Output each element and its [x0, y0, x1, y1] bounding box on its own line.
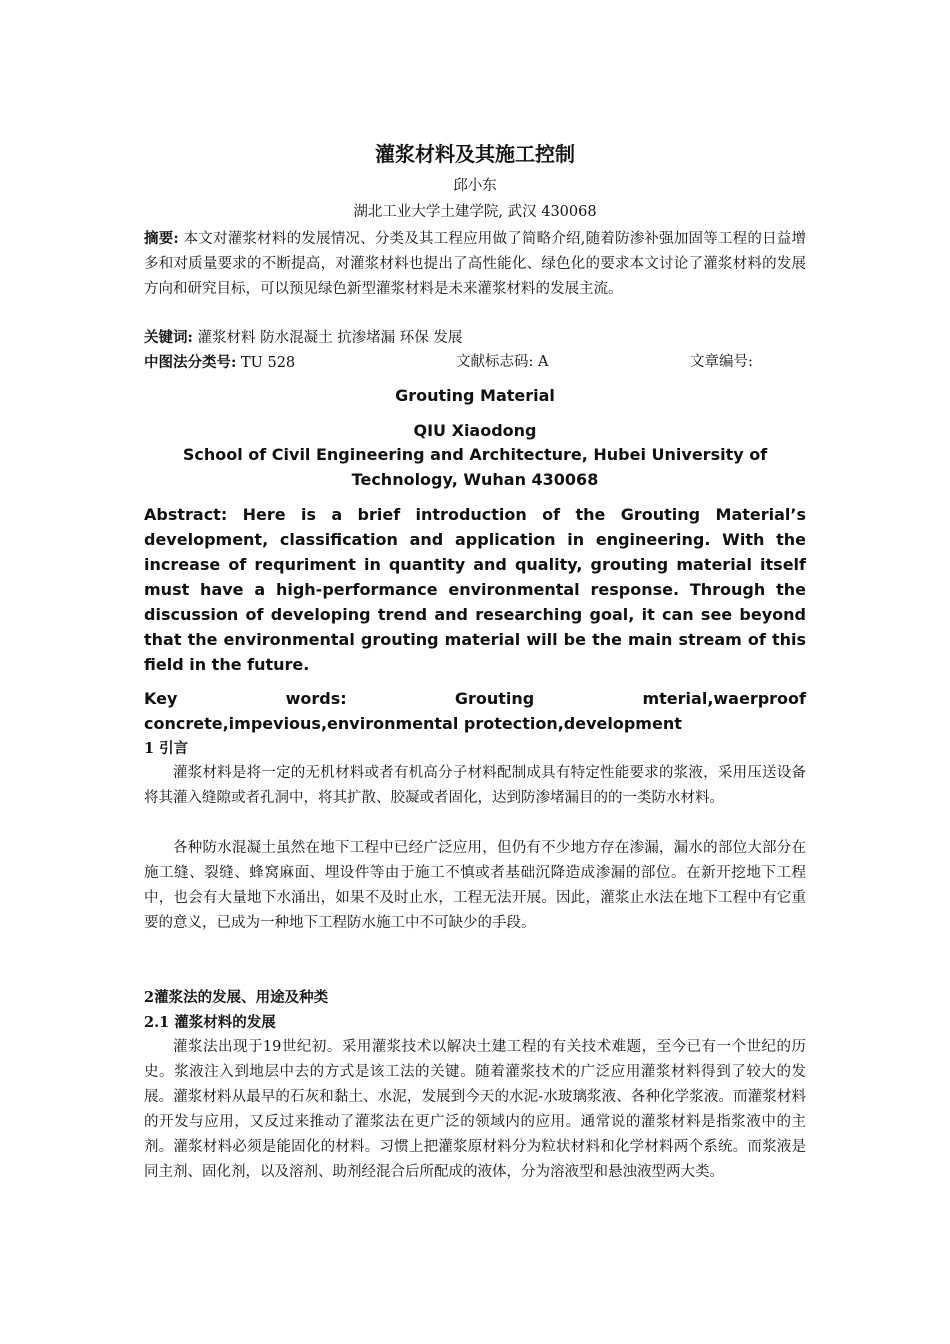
classification-value: TU 528: [236, 355, 296, 371]
paper-title: 灌浆材料及其施工控制: [375, 142, 575, 166]
affiliation: 湖北工业大学土建学院, 武汉 430068: [353, 204, 597, 220]
keywords-cn-text: 灌浆材料 防水混凝土 抗渗堵漏 环保 发展: [192, 330, 463, 346]
article-number: 文章编号:: [690, 354, 753, 370]
section-2-1-paragraph: 灌浆法出现于19世纪初。采用灌浆技术以解决土建工程的有关技术难题，至今已有一个世纪的历史。浆液注入到地层中去的方式是该工法的关键。随着灌浆技术的广泛应用灌浆材料得到了较大的发展。灌浆材料从最早的石灰和黏土、水泥，发展到今天的水泥-水玻璃浆液、各种化学浆液。而灌浆材料的开发与应用，又反过来推动了灌浆法在更广泛的领域内的应用。通常说的灌浆材料是指浆液中的主剂。灌浆材料必须是能固化的材料。习惯上把灌浆原材料分为粒状材料和化学材料两个系统。而浆液是同主剂、固化剂，以及溶剂、助剂经混合后所配成的液体，分为溶液型和悬浊液型两大类。: [144, 1039, 806, 1180]
document-code: 文献标志码: A: [456, 354, 549, 370]
section-1-heading: 1 引言: [144, 740, 189, 757]
keywords-en: Key words: Grouting mterial,waerproof concrete,impevious,environmental protection,development: [144, 689, 806, 733]
classification-label: 中图法分类号:: [144, 354, 237, 371]
keywords-cn: [144, 325, 806, 351]
classification-code: [144, 350, 456, 376]
section-2-heading: 2灌浆法的发展、用途及种类: [144, 989, 329, 1006]
keywords-cn-label: 关键词:: [144, 329, 193, 346]
english-title: Grouting Material: [395, 386, 555, 405]
abstract-cn-label: 摘要:: [144, 230, 179, 247]
author-name: 邱小东: [453, 178, 497, 194]
section-1-paragraph-2: 各种防水混凝土虽然在地下工程中已经广泛应用，但仍有不少地方存在渗漏，漏水的部位大部分在施工缝、裂缝、蜂窝麻面、埋设件等由于施工不慎或者基础沉降造成渗漏的部位。在新开挖地下工程中，也会有大量地下水涌出，如果不及时止水，工程无法开展。因此，灌浆止水法在地下工程中有它重要的意义，已成为一种地下工程防水施工中不可缺少的手段。: [144, 840, 806, 931]
abstract-cn-text: 本文对灌浆材料的发展情况、分类及其工程应用做了简略介绍,随着防渗补强加固等工程的日益增多和对质量要求的不断提高，对灌浆材料也提出了高性能化、绿色化的要求本文讨论了灌浆材料的发展方向和研究目标，可以预见绿色新型灌浆材料是未来灌浆材料的发展主流。: [144, 231, 806, 297]
english-affiliation: School of Civil Engineering and Architecture, Hubei University of Technology, Wuhan 430068: [182, 445, 768, 489]
abstract-cn: [144, 226, 806, 302]
classification-row: [144, 350, 806, 376]
section-2-1-heading: 2.1 灌浆材料的发展: [144, 1014, 276, 1031]
english-author: QIU Xiaodong: [413, 421, 537, 440]
section-1-paragraph-1: 灌浆材料是将一定的无机材料或者有机高分子材料配制成具有特定性能要求的浆液，采用压送设备将其灌入缝隙或者孔洞中，将其扩散、胶凝或者固化，达到防渗堵漏目的的一类防水材料。: [144, 765, 806, 806]
abstract-en: Abstract: Here is a brief introduction of the Grouting Material’s development, classification and application in engineering. With the increase of requriment in quantity and quality, grouting material itself must have a high-performance environmental response. Through the discussion of developing trend and researching goal, it can see beyond that the environmental grouting material will be the main stream of this field in the future.: [144, 505, 806, 674]
